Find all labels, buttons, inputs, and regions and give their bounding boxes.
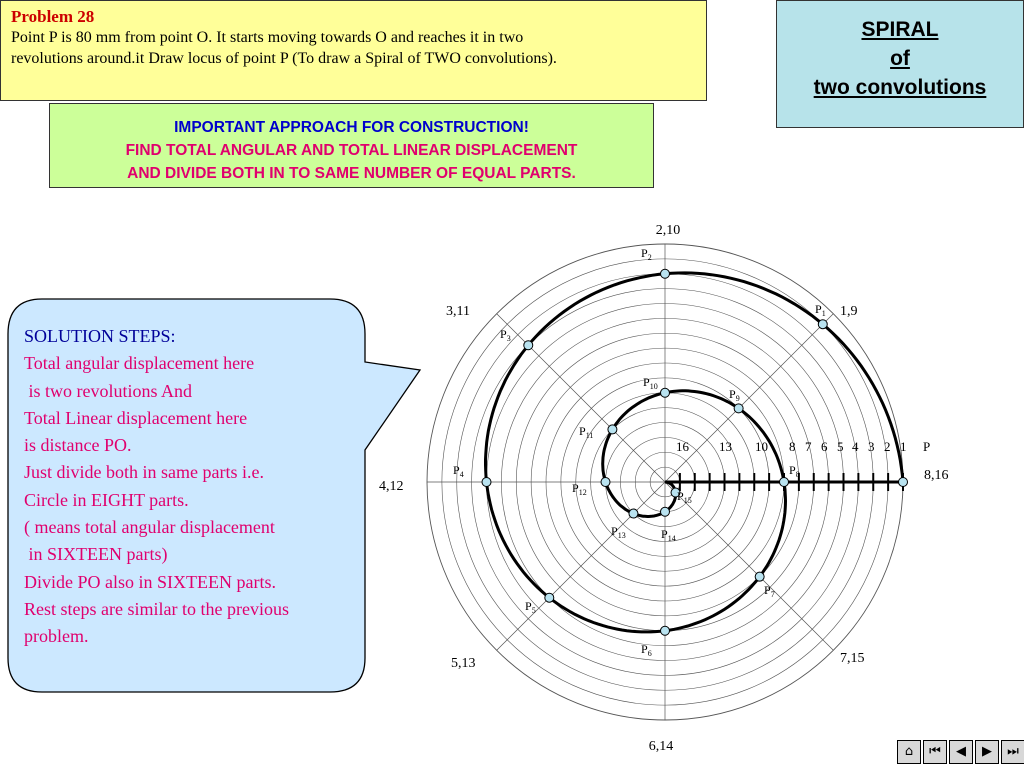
slide-title-line-3: two convolutions (813, 76, 987, 99)
approach-line-3: AND DIVIDE BOTH IN TO SAME NUMBER OF EQUAL PARTS. (127, 165, 576, 182)
radial-label-1-9: 1,9 (840, 304, 858, 319)
point-p7 (755, 572, 764, 581)
point-p6 (661, 626, 670, 635)
point-p13 (629, 509, 638, 518)
solution-line: Divide PO also in SIXTEEN parts. (24, 571, 276, 592)
point-p (899, 478, 908, 487)
problem-title: Problem 28 (11, 7, 95, 26)
slide-title-line-1: SPIRAL (861, 18, 939, 41)
solution-line: Rest steps are similar to the previous (24, 598, 289, 619)
solution-line: is two revolutions And (24, 380, 193, 401)
point-label-p5: $P_5$ (525, 599, 536, 615)
first-slide-button[interactable]: ⏮ (923, 740, 947, 764)
radial-label-3-11: 3,11 (446, 304, 470, 319)
point-p11 (608, 425, 617, 434)
point-label-p1: $P_1$ (815, 302, 826, 318)
point-p3 (524, 341, 533, 350)
radial-line (497, 314, 665, 482)
scale-label-5: 5 (837, 439, 844, 454)
radial-line (497, 482, 665, 650)
radial-label-4-12: 4,12 (379, 479, 404, 494)
point-label-p4: $P_4$ (453, 463, 464, 479)
approach-line-1: IMPORTANT APPROACH FOR CONSTRUCTION! (174, 119, 529, 136)
scale-label-8: 8 (789, 439, 796, 454)
solution-line: Total Linear displacement here (24, 407, 248, 428)
point-label-p15: $P_{15}$ (677, 489, 692, 505)
radial-label-5-13: 5,13 (451, 656, 476, 671)
home-button[interactable]: ⌂ (897, 740, 921, 764)
point-p8 (780, 478, 789, 487)
radial-label-8-16: 8,16 (924, 468, 949, 483)
radial-label-7-15: 7,15 (840, 651, 865, 666)
radial-line (665, 314, 833, 482)
point-p5 (545, 593, 554, 602)
radial-label-2-10: 2,10 (655, 223, 681, 238)
scale-label-2: 2 (884, 439, 891, 454)
solution-line: problem. (24, 626, 89, 647)
solution-line: is distance PO. (24, 435, 132, 456)
point-label-p7: $P_7$ (764, 583, 775, 599)
point-label-p8: $P_8$ (789, 463, 800, 479)
last-slide-button[interactable]: ⏭ (1001, 740, 1024, 764)
previous-slide-button[interactable]: ◀ (949, 740, 973, 764)
radial-label-6-14: 6,14 (648, 739, 674, 754)
point-p2 (661, 269, 670, 278)
slide-navigation (897, 740, 1024, 764)
point-label-p3: $P_3$ (500, 327, 511, 343)
problem-line-1: Point P is 80 mm from point O. It starts moving towards O and reaches it in two (11, 29, 524, 46)
slide-title-line-2: of (890, 47, 910, 70)
solution-line: ( means total angular displacement (24, 517, 275, 538)
scale-label-16: 16 (676, 439, 689, 454)
point-label-p9: $P_9$ (729, 387, 740, 403)
scale-label-p: P (923, 439, 931, 454)
scale-label-6: 6 (821, 439, 828, 454)
point-p4 (482, 478, 491, 487)
point-label-p2: $P_2$ (641, 246, 652, 262)
point-label-p11: $P_{11}$ (579, 424, 594, 440)
scale-label-1: 1 (900, 439, 907, 454)
scale-label-4: 4 (852, 439, 859, 454)
point-p1 (818, 320, 827, 329)
solution-line: in SIXTEEN parts) (24, 544, 168, 565)
point-label-p10: $P_{10}$ (643, 375, 658, 391)
solution-line: Total angular displacement here (24, 353, 255, 374)
point-p10 (661, 388, 670, 397)
solution-line: Circle in EIGHT parts. (24, 489, 189, 510)
next-slide-button[interactable]: ▶ (975, 740, 999, 764)
solution-heading: SOLUTION STEPS: (24, 326, 176, 346)
point-label-p6: $P_6$ (641, 642, 652, 658)
scale-label-10: 10 (755, 439, 768, 454)
scale-label-7: 7 (805, 439, 812, 454)
scale-label-13: 13 (719, 439, 732, 454)
scale-label-3: 3 (868, 439, 875, 454)
point-label-p13: $P_{13}$ (611, 524, 626, 540)
point-label-p14: $P_{14}$ (661, 527, 676, 543)
point-p12 (601, 478, 610, 487)
point-p14 (661, 507, 670, 516)
solution-line: Just divide both in same parts i.e. (24, 462, 264, 483)
point-p9 (734, 404, 743, 413)
point-label-p12: $P_{12}$ (572, 481, 587, 497)
problem-line-2: revolutions around.it Draw locus of point P (To draw a Spiral of TWO convolutions). (11, 50, 557, 67)
approach-line-2: FIND TOTAL ANGULAR AND TOTAL LINEAR DISPLACEMENT (125, 142, 578, 159)
